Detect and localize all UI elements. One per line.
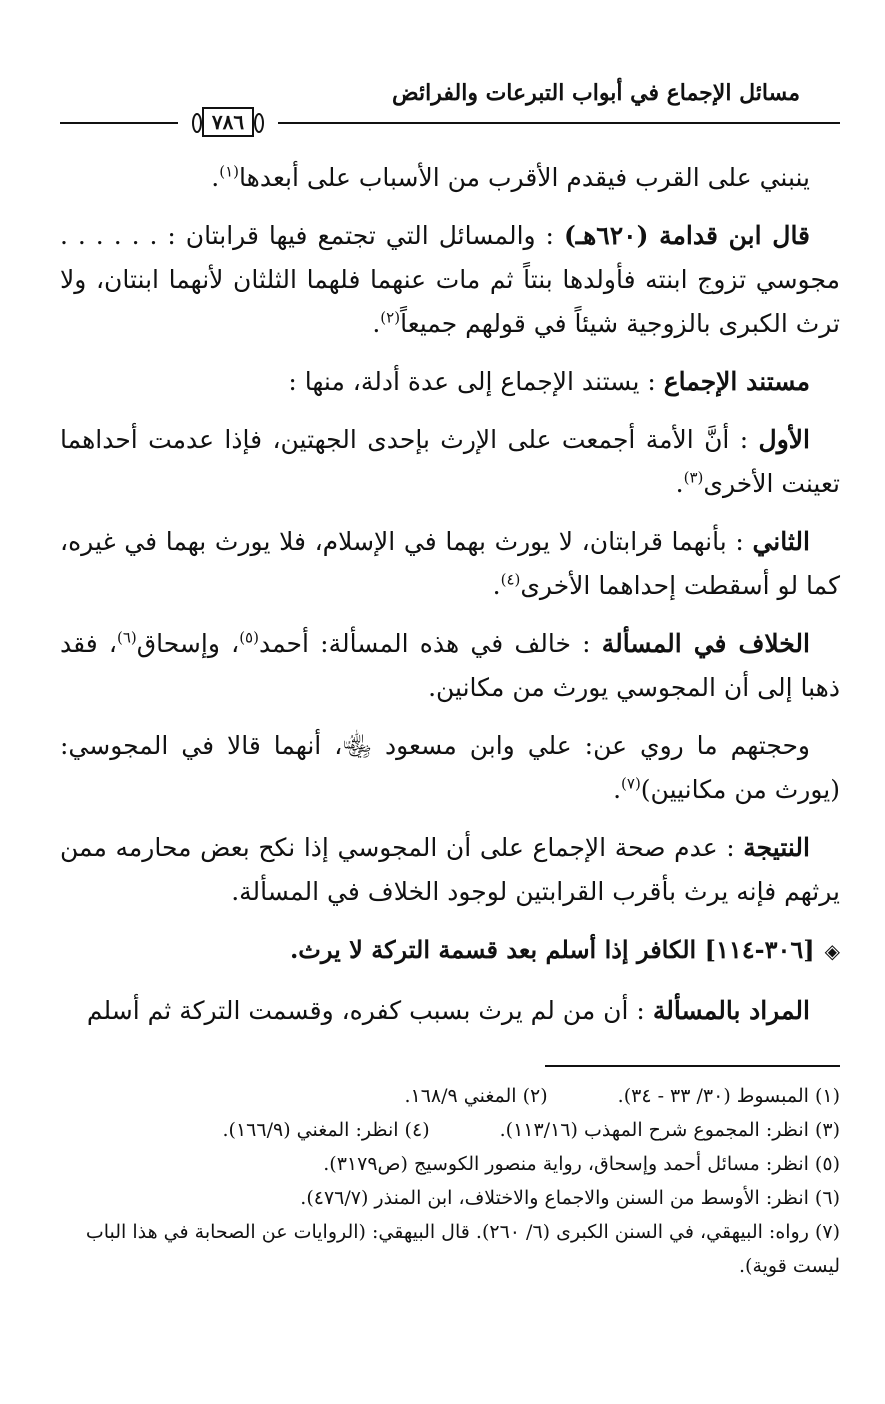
paragraph-lead: النتيجة bbox=[743, 833, 810, 862]
paragraph-text: : يستند الإجماع إلى عدة أدلة، منها : bbox=[288, 367, 656, 396]
paragraph-intro: ينبني على القرب فيقدم الأقرب من الأسباب على أبعدها$^{(١)}$. bbox=[211, 162, 810, 192]
footnote-divider bbox=[545, 1065, 840, 1067]
footnote-ref[interactable]: (٢) bbox=[380, 308, 401, 327]
paragraph-second: الثاني : بأنهما قرابتان، لا يورث بهما في الإسلام، فلا يورث بهما في غيره، كما لو أسقطت إحداهما الأخرى$^{(٤)}$. bbox=[60, 527, 840, 600]
paragraph-hujja: وحجتهم ما روي عن: علي وابن مسعود ﵄، أنهما قالا في المجوسي: (يورث من مكانيين)$^{(٧)}$. bbox=[60, 731, 840, 804]
page-number-ornament bbox=[178, 104, 278, 140]
footnote-ref[interactable]: (٣) bbox=[683, 468, 704, 487]
paragraph-khilaf: الخلاف في المسألة : خالف في هذه المسألة: أحمد$^{(٥)}$، وإسحاق$^{(٦)}$، فقد ذهبا إلى أن المجوسي يورث من مكانين. bbox=[60, 628, 840, 702]
paragraph-lead: المراد بالمسألة bbox=[652, 996, 810, 1025]
paragraph-lead: الثاني bbox=[752, 527, 810, 556]
paragraph-text: : أنَّ الأمة أجمعت على الإرث بإحدى الجهتين، فإذا عدمت أحداهما تعينت الأخرى bbox=[60, 425, 840, 498]
body-text bbox=[60, 156, 840, 1033]
footnote-ref[interactable]: (١) bbox=[219, 162, 240, 181]
paragraph-ibn-qudama: قال ابن قدامة (٦٢٠هـ) : والمسائل التي تجتمع فيها قرابتان : . . . . . . مجوسي تزوج ابنته فأولدها بنتاً ثم مات عنهما فلهما الثلثان لأنهما ابنتان، ولا ترث الكبرى بالزوجية شيئاً في قولهم جميعاً$^{(٢)}$. bbox=[60, 221, 840, 338]
footnote-row bbox=[60, 1113, 840, 1147]
paragraph-result bbox=[60, 826, 840, 914]
footnote-5: (٥) انظر: مسائل أحمد وإسحاق، رواية منصور الكوسيج (ص٣١٧٩). bbox=[323, 1153, 840, 1175]
footnote-6: (٦) انظر: الأوسط من السنن والاجماع والاختلاف، ابن المنذر (٤٧٦/٧). bbox=[300, 1187, 840, 1209]
running-title: مسائل الإجماع في أبواب التبرعات والفرائض bbox=[392, 80, 800, 106]
paragraph-text: : عدم صحة الإجماع على أن المجوسي إذا نكح بعض محارمه ممن يرثهم فإنه يرث بأقرب القرابتين لوجود الخلاف في المسألة. bbox=[60, 833, 840, 906]
footnotes bbox=[60, 1079, 840, 1283]
footnote-ref[interactable]: (٥) bbox=[239, 628, 259, 647]
page-header bbox=[60, 70, 840, 132]
paragraph-mustanad bbox=[60, 360, 840, 404]
paragraph-lead: الأول bbox=[758, 425, 810, 454]
footnote-ref[interactable]: (٧) bbox=[621, 774, 641, 793]
paragraph-first: الأول : أنَّ الأمة أجمعت على الإرث بإحدى الجهتين، فإذا عدمت أحداهما تعينت الأخرى$^{(٣)}$. bbox=[60, 425, 840, 498]
footnote-ref[interactable]: (٤) bbox=[500, 570, 521, 589]
page-number: ٧٨٦ bbox=[202, 107, 254, 137]
paragraph-lead: مستند الإجماع bbox=[663, 367, 810, 396]
header-rule bbox=[60, 122, 840, 124]
paragraph-lead: الخلاف في المسألة bbox=[601, 629, 810, 658]
footnote-row bbox=[60, 1079, 840, 1113]
diamond-icon: ◈ bbox=[824, 939, 840, 963]
section-heading: ◈[٣٠٦-١١٤] الكافر إذا أسلم بعد قسمة التركة لا يرث. bbox=[60, 928, 840, 973]
paragraph-murad bbox=[60, 989, 840, 1033]
paragraph-text: : بأنهما قرابتان، لا يورث بهما في الإسلام، فلا يورث بهما في غيره، كما لو أسقطت إحداهما الأخرى bbox=[60, 527, 840, 600]
footnote-2: (٢) المغني ١٦٨/٩. bbox=[404, 1085, 548, 1107]
paragraph-text: : أن من لم يرث بسبب كفره، وقسمت التركة ثم أسلم bbox=[86, 996, 645, 1025]
footnote-1: (١) المبسوط (٣٠/ ٣٣ - ٣٤). bbox=[617, 1085, 840, 1107]
paragraph-text: : والمسائل التي تجتمع فيها قرابتان : . . . . . . مجوسي تزوج ابنته فأولدها بنتاً ثم مات عنهما فلهما الثلثان لأنهما ابنتان، ولا ترث الكبرى بالزوجية شيئاً في قولهم جميعاً bbox=[60, 221, 840, 338]
footnote-7: (٧) رواه: البيهقي، في السنن الكبرى (٦/ ٢٦٠). قال البيهقي: (الروايات عن الصحابة في هذا الباب ليست قوية). bbox=[85, 1221, 840, 1277]
paragraph-text: ينبني على القرب فيقدم الأقرب من الأسباب على أبعدها bbox=[239, 163, 810, 192]
footnote-ref[interactable]: (٦) bbox=[117, 628, 137, 647]
paragraph-lead: قال ابن قدامة (٦٢٠هـ) bbox=[563, 221, 811, 250]
book-page bbox=[60, 70, 840, 1283]
footnote-4: (٤) انظر: المغني (١٦٦/٩). bbox=[222, 1119, 430, 1141]
footnote-3: (٣) انظر: المجموع شرح المهذب (١١٣/١٦). bbox=[499, 1119, 840, 1141]
